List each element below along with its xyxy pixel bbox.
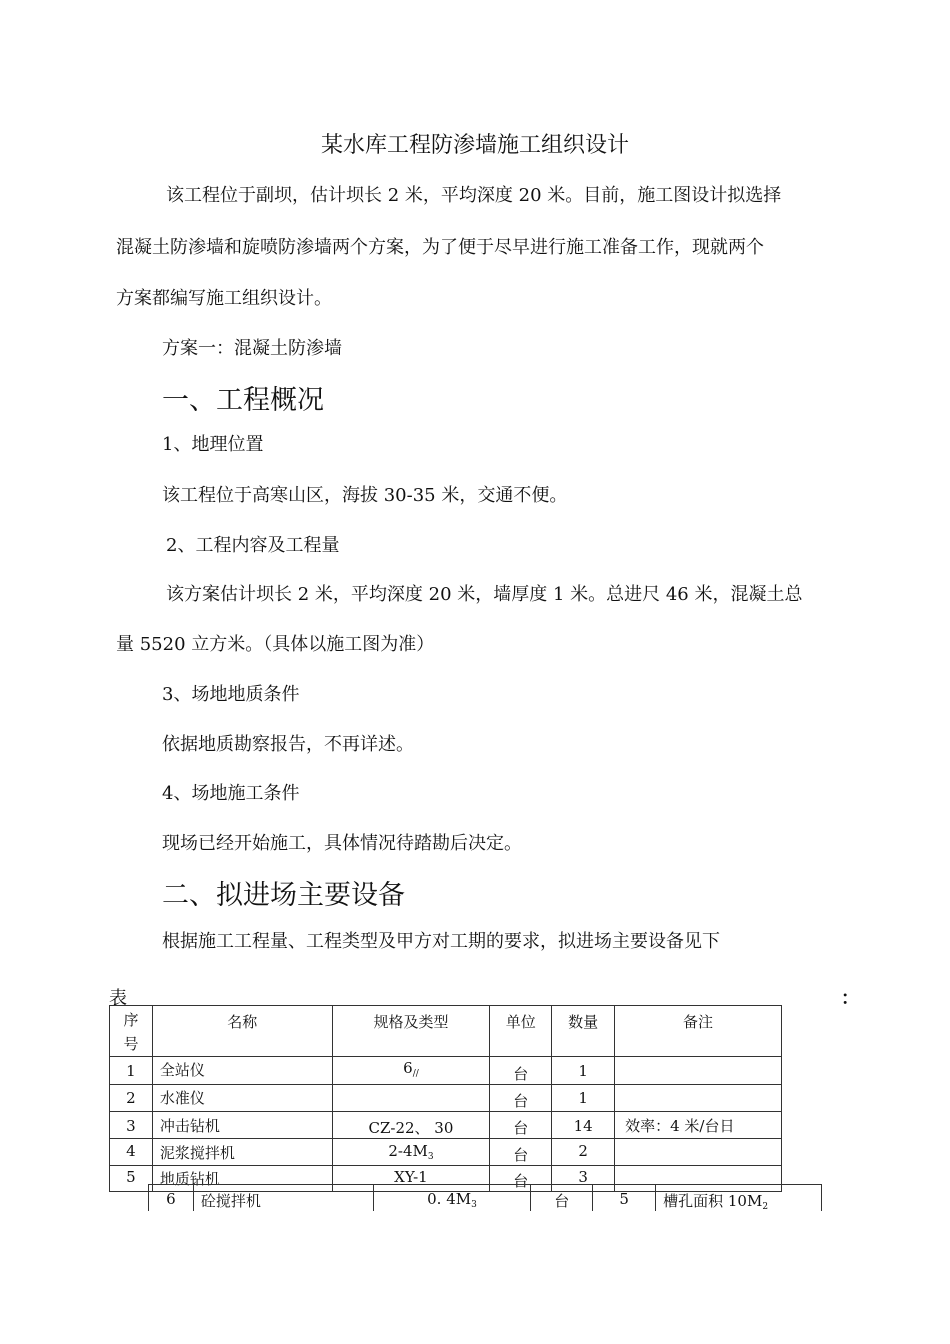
subheading-4: 4、场地施工条件 [162, 783, 300, 804]
header-note: 备注 [615, 1006, 782, 1057]
cell-unit: 台 [490, 1085, 552, 1112]
cell-qty: 1 [552, 1057, 615, 1085]
note-value: 槽孔面积 10M [663, 1192, 763, 1210]
section-2-paragraph: 根据施工工程量、工程类型及甲方对工期的要求，拟进场主要设备见下 [162, 931, 720, 952]
cell-qty: 2 [552, 1139, 615, 1166]
spec-suffix: // [412, 1069, 419, 1079]
section-2-heading: 二、拟进场主要设备 [162, 880, 405, 911]
paragraph-1: 该工程位于高寒山区，海拔 30-35 米，交通不便。 [162, 485, 568, 506]
note-suffix: 2 [762, 1202, 769, 1212]
paragraph-4: 现场已经开始施工，具体情况待踏勘后决定。 [162, 833, 522, 854]
cell-note [615, 1139, 782, 1166]
cell-unit: 台 [490, 1166, 552, 1192]
table-lead-colon: ： [841, 988, 859, 1009]
table-row [110, 1112, 782, 1139]
cell-spec [373, 1185, 531, 1212]
table-row [110, 1139, 782, 1166]
cell-unit: 台 [490, 1057, 552, 1085]
paragraph-2-line-2: 量 5520 立方米。（具体以施工图为准） [116, 634, 435, 655]
cell-spec [332, 1112, 490, 1139]
intro-line-1: 该工程位于副坝，估计坝长 2 米，平均深度 20 米。目前，施工图设计拟选择 [166, 185, 782, 206]
intro-line-3: 方案都编写施工组织设计。 [116, 288, 332, 309]
spec-value: 0. 4M [427, 1190, 472, 1208]
cell-unit: 台 [490, 1112, 552, 1139]
cell-qty: 14 [552, 1112, 615, 1139]
cell-qty: 3 [552, 1166, 615, 1192]
intro-line-2: 混凝土防渗墙和旋喷防渗墙两个方案，为了便于尽早进行施工准备工作，现就两个 [116, 237, 764, 258]
header-unit: 单位 [490, 1006, 552, 1057]
scheme-title: 方案一：混凝土防渗墙 [162, 338, 342, 359]
cell-note [615, 1057, 782, 1085]
cell-name: 砼搅拌机 [193, 1185, 373, 1212]
cell-name: 冲击钻机 [152, 1112, 332, 1139]
cell-no: 1 [110, 1057, 153, 1085]
subheading-2: 2、工程内容及工程量 [166, 535, 340, 556]
header-no-line-1: 序 [123, 1011, 139, 1029]
cell-no: 2 [110, 1085, 153, 1112]
spec-suffix: 3 [427, 1152, 434, 1162]
header-qty: 数量 [552, 1006, 615, 1057]
table-header-row [110, 1006, 782, 1057]
cell-qty: 1 [552, 1085, 615, 1112]
equipment-table [109, 1005, 782, 1192]
spec-value: CZ-22、 30 [368, 1119, 454, 1137]
header-spec: 规格及类型 [332, 1006, 490, 1057]
equipment-table-continued [148, 1184, 822, 1211]
cell-name: 全站仪 [152, 1057, 332, 1085]
cell-spec [332, 1085, 490, 1112]
table-lead: 表 [109, 988, 127, 1009]
section-1-heading: 一、工程概况 [162, 385, 324, 416]
table-row [110, 1057, 782, 1085]
spec-value: 6 [403, 1059, 413, 1077]
cell-name: 水准仪 [152, 1085, 332, 1112]
cell-spec [332, 1139, 490, 1166]
cell-note: 效率：4 米/台日 [615, 1112, 782, 1139]
cell-no: 5 [110, 1166, 153, 1192]
header-no-line-2: 号 [123, 1035, 139, 1053]
subheading-1: 1、地理位置 [162, 434, 264, 455]
header-no [110, 1006, 153, 1057]
spec-suffix: 3 [471, 1200, 477, 1210]
page-title: 某水库工程防渗墙施工组织设计 [320, 133, 629, 158]
header-name: 名称 [152, 1006, 332, 1057]
cell-unit: 台 [531, 1185, 593, 1212]
spec-value: XY-1 [394, 1168, 428, 1186]
spec-value: 2-4M [388, 1142, 428, 1160]
cell-unit: 台 [490, 1139, 552, 1166]
cell-name: 地质钻机 [152, 1166, 332, 1192]
cell-qty: 5 [593, 1185, 656, 1212]
paragraph-3: 依据地质勘察报告，不再详述。 [162, 734, 414, 755]
cell-no: 4 [110, 1139, 153, 1166]
paragraph-2-line-1: 该方案估计坝长 2 米，平均深度 20 米，墙厚度 1 米。总进尺 46 米，混凝土总 [166, 584, 803, 605]
cell-note [615, 1085, 782, 1112]
cell-note [656, 1185, 822, 1212]
table-row [110, 1085, 782, 1112]
table-row [149, 1185, 822, 1212]
cell-no: 3 [110, 1112, 153, 1139]
subheading-3: 3、场地地质条件 [162, 684, 300, 705]
cell-no: 6 [149, 1185, 194, 1212]
cell-name: 泥浆搅拌机 [152, 1139, 332, 1166]
cell-spec [332, 1057, 490, 1085]
